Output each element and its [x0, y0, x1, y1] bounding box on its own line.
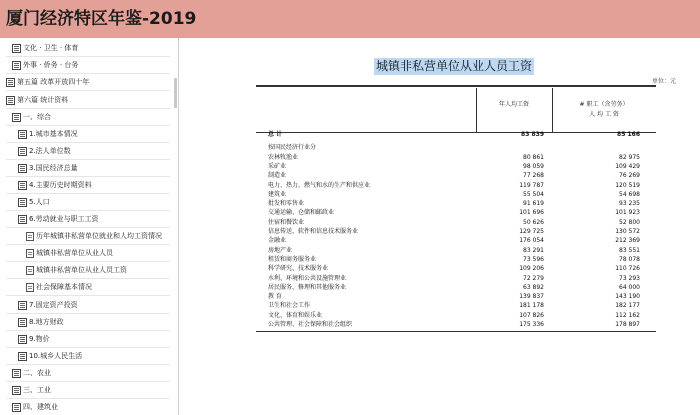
staff-wage-cell: 110 726	[615, 265, 640, 273]
col1-header: 年人均工资	[498, 101, 529, 108]
book-icon	[18, 352, 27, 361]
row-label: 公共管理、社会保障和社会组织	[268, 321, 353, 328]
table-row	[268, 246, 648, 255]
sidebar-item-label: 四、建筑业	[23, 403, 58, 411]
sidebar-item[interactable]	[18, 126, 78, 143]
avg-wage-cell: 119 787	[519, 181, 544, 189]
staff-wage-cell: 85 166	[617, 131, 640, 138]
sidebar-item-label: 三、工业	[23, 386, 51, 394]
sidebar-item[interactable]	[18, 331, 50, 348]
table-row	[268, 283, 648, 292]
doc-icon	[26, 232, 34, 241]
sidebar-divider	[6, 90, 170, 91]
row-label: 文化、体育和娱乐业	[268, 311, 323, 319]
staff-wage-cell: 73 293	[619, 274, 640, 282]
table-row	[268, 190, 648, 199]
sidebar-item[interactable]	[12, 109, 51, 126]
sidebar-item-label: 社会保障基本情况	[36, 283, 92, 291]
sidebar-item[interactable]	[12, 40, 78, 57]
avg-wage-cell: 55 504	[523, 190, 544, 198]
sidebar-item-label: 7.固定资产投资	[29, 301, 78, 309]
row-label: 采矿业	[268, 162, 287, 170]
table-row	[268, 218, 648, 227]
sidebar-item-label: 城镇非私营单位从业人员	[36, 249, 113, 257]
doc-icon	[26, 283, 34, 292]
book-icon	[12, 403, 21, 412]
book-icon	[18, 181, 27, 190]
col2-header-line2: 人 均 工 资	[589, 111, 619, 118]
document-title: 城镇非私营单位从业人员工资	[376, 59, 533, 73]
staff-wage-cell: 78 078	[619, 255, 640, 263]
sidebar-item-label: 4.主要历史时期资料	[29, 181, 92, 189]
sidebar-item-label: 历年城镇非私营单位就业和人均工资情况	[36, 232, 162, 240]
table-row	[268, 264, 648, 273]
book-icon	[12, 386, 21, 395]
app-header	[0, 0, 700, 38]
table-row	[268, 274, 648, 283]
row-label: 租赁和商务服务业	[268, 255, 317, 263]
row-label: 住宿和餐饮业	[268, 218, 305, 226]
book-icon	[18, 215, 27, 224]
sidebar-item-label: 8.地方财政	[29, 318, 64, 326]
staff-wage-cell: 182 177	[615, 302, 640, 310]
sidebar-item-label: 6.劳动就业与职工工资	[29, 215, 99, 223]
sidebar-item-label: 外事 · 侨务 · 台务	[23, 61, 79, 69]
document-page	[184, 38, 700, 415]
avg-wage-cell: 109 206	[519, 265, 544, 273]
avg-wage-cell: 129 725	[519, 228, 544, 235]
table-row	[268, 162, 648, 171]
avg-wage-cell: 91 619	[523, 200, 544, 208]
avg-wage-cell: 50 626	[523, 218, 544, 226]
staff-wage-cell: 83 551	[619, 246, 640, 254]
table-row	[268, 236, 648, 245]
unit-label: 单位：元	[651, 78, 676, 85]
book-icon	[12, 369, 21, 378]
avg-wage-cell: 80 861	[523, 153, 544, 161]
staff-wage-cell: 76 269	[619, 172, 640, 180]
sidebar-item[interactable]	[12, 365, 51, 382]
avg-wage-cell: 107 826	[519, 311, 544, 319]
staff-wage-cell: 101 923	[615, 209, 640, 217]
sidebar-item[interactable]	[12, 57, 78, 74]
staff-wage-cell: 112 162	[615, 311, 640, 319]
row-label: 农林牧渔业	[268, 153, 299, 161]
table-row	[268, 292, 648, 301]
sidebar-item-label: 二、农业	[23, 369, 51, 377]
sidebar-item[interactable]	[6, 74, 89, 91]
avg-wage-cell: 77 268	[523, 172, 544, 180]
sidebar-item[interactable]	[26, 279, 92, 296]
avg-wage-cell: 72 279	[523, 274, 544, 282]
row-label: 科学研究、技术服务业	[268, 265, 329, 273]
sidebar-item-label: 3.国民经济总量	[29, 164, 78, 172]
sidebar-item[interactable]	[18, 194, 50, 211]
sidebar-item[interactable]	[18, 211, 99, 228]
book-icon	[18, 130, 27, 139]
app-title: 厦门经济特区年鉴-2019	[6, 9, 197, 29]
table-bottom-rule	[256, 331, 656, 332]
col2-header-line1: # 职工（含劳务）	[579, 101, 629, 108]
table-row	[268, 311, 648, 320]
sidebar-item-label: 10.城乡人民生活	[29, 352, 83, 360]
table-row	[268, 143, 648, 152]
sidebar-item-label: 9.物价	[29, 335, 50, 343]
table-row	[268, 227, 648, 236]
avg-wage-cell: 98 059	[523, 162, 544, 170]
avg-wage-cell: 176 054	[519, 237, 544, 245]
book-icon	[18, 301, 27, 310]
staff-wage-cell: 130 572	[615, 228, 640, 235]
table-top-rule	[256, 85, 656, 87]
row-label: 居民服务、修理和其他服务业	[268, 283, 347, 291]
row-label: 批发和零售业	[268, 200, 305, 208]
avg-wage-cell: 181 178	[519, 302, 544, 310]
row-label: 水利、环境和公共设施管理业	[268, 274, 347, 282]
sidebar-item-label: 1.城市基本情况	[29, 130, 78, 138]
avg-wage-cell: 101 696	[519, 209, 544, 217]
book-icon	[6, 96, 15, 105]
sidebar-item[interactable]	[26, 262, 127, 279]
table-row	[268, 320, 648, 329]
book-icon	[12, 113, 21, 122]
book-icon	[18, 335, 27, 344]
avg-wage-cell: 83 839	[521, 131, 544, 138]
book-icon	[18, 318, 27, 327]
avg-wage-cell: 73 596	[523, 255, 544, 263]
sidebar-item[interactable]	[18, 297, 78, 314]
sidebar-item[interactable]	[18, 348, 82, 365]
table-row	[268, 171, 648, 180]
row-label: 交通运输、仓储和邮政业	[268, 209, 335, 217]
book-icon	[6, 78, 15, 87]
sidebar-item[interactable]	[18, 314, 64, 331]
sidebar-item-label: 城镇非私营单位从业人员工资	[36, 266, 127, 274]
row-label: 建筑业	[268, 190, 287, 198]
avg-wage-cell: 139 837	[519, 293, 544, 301]
table-row	[268, 301, 648, 310]
staff-wage-cell: 93 235	[619, 200, 640, 208]
table-row	[268, 153, 648, 162]
staff-wage-cell: 52 800	[619, 218, 640, 226]
staff-wage-cell: 120 519	[615, 181, 640, 189]
table-row	[268, 208, 648, 217]
sidebar-item[interactable]	[26, 245, 113, 262]
sidebar-item[interactable]	[12, 399, 58, 415]
sidebar-item[interactable]	[18, 143, 71, 160]
staff-wage-cell: 82 975	[619, 153, 640, 161]
sidebar-divider	[6, 295, 170, 296]
doc-icon	[26, 266, 34, 275]
doc-icon	[26, 249, 34, 258]
table-row	[268, 199, 648, 208]
book-icon	[18, 198, 27, 207]
book-icon	[12, 61, 21, 70]
avg-wage-cell: 175 336	[519, 321, 544, 328]
staff-wage-cell: 64 000	[619, 283, 640, 291]
book-icon	[18, 164, 27, 173]
row-label: 房地产业	[268, 246, 293, 254]
row-label: 教 育	[268, 293, 282, 301]
sidebar-item-label: 第六篇 统计资料	[17, 96, 69, 104]
staff-wage-cell: 212 369	[615, 237, 640, 245]
sidebar-tree[interactable]	[0, 38, 179, 415]
sidebar-item-label: 第五篇 改革开放四十年	[17, 78, 90, 86]
sidebar-item[interactable]	[6, 92, 68, 109]
table-row	[268, 255, 648, 264]
table-col-divider	[476, 88, 477, 132]
sidebar-item[interactable]	[18, 160, 78, 177]
staff-wage-cell: 109 429	[615, 162, 640, 170]
sidebar-item-label: 一、综合	[23, 113, 51, 121]
staff-wage-cell: 178 897	[615, 321, 640, 328]
row-label: 总 计	[268, 131, 283, 138]
sidebar-item-label: 文化 · 卫生 · 体育	[23, 44, 79, 52]
table-row	[268, 130, 648, 139]
book-icon	[18, 147, 27, 156]
sidebar-item-label: 2.法人单位数	[29, 147, 71, 155]
document-viewer[interactable]	[184, 38, 700, 415]
sidebar-scrollbar[interactable]	[174, 78, 177, 108]
book-icon	[12, 44, 21, 53]
sidebar-item[interactable]	[12, 382, 51, 399]
table-row	[268, 181, 648, 190]
row-label: 电力、热力、燃气和水的生产和供应业	[268, 181, 371, 189]
sidebar-item-label: 5.人口	[29, 198, 50, 206]
row-label: 金融业	[268, 237, 287, 245]
sidebar-item[interactable]	[26, 228, 162, 245]
row-label: 制造业	[268, 172, 287, 180]
sidebar-item[interactable]	[18, 177, 92, 194]
row-label: 卫生和社会工作	[268, 302, 311, 310]
staff-wage-cell: 54 698	[619, 190, 640, 198]
row-label: 信息传送、软件和信息技术服务业	[268, 228, 359, 235]
row-label: 按国民经济行业分	[268, 144, 317, 152]
avg-wage-cell: 83 291	[523, 246, 544, 254]
avg-wage-cell: 63 892	[523, 283, 544, 291]
staff-wage-cell: 143 190	[615, 293, 640, 301]
